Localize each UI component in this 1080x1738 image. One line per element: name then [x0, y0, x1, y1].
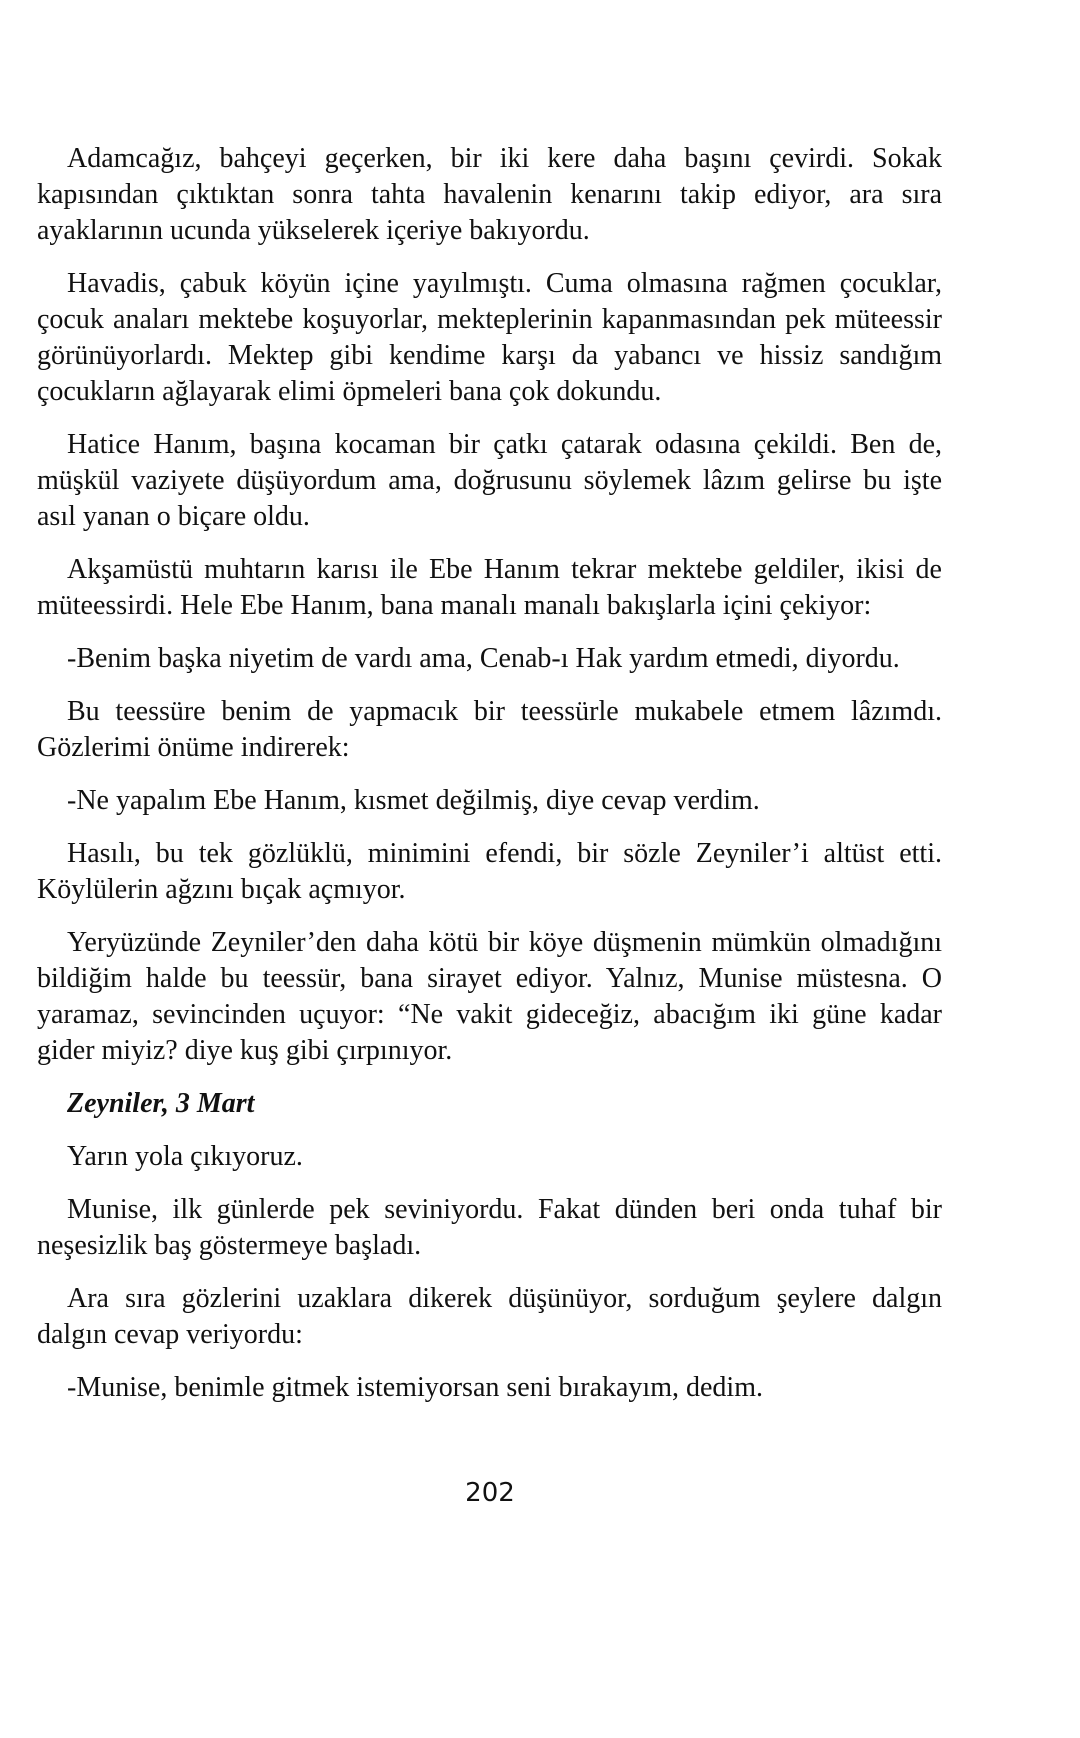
- paragraph: Yarın yola çıkıyoruz.: [67, 1141, 303, 1172]
- paragraph: Yeryüzünde Zeyniler’den daha kötü bir köye düşmenin mümkün olmadığını bildiğim halde bu teessür, bana sirayet ediyor. Yalnız, Munise müstesna. O yaramaz, sevincinden uçuyor: “Ne vakit gideceğiz, abacığım iki güne kadar gider miyiz? diye kuş gibi çırpınıyor.: [37, 927, 942, 1066]
- dialogue-line: -Ne yapalım Ebe Hanım, kısmet değilmiş, diye cevap verdim.: [67, 785, 760, 816]
- paragraph: Adamcağız, bahçeyi geçerken, bir iki kere daha başını çevirdi. Sokak kapısından çıktıktan sonra tahta havalenin kenarını takip ediyor, ara sıra ayaklarının ucunda yükselerek içeriye bakıyordu.: [37, 143, 942, 246]
- paragraph: Bu teessüre benim de yapmacık bir teessürle mukabele etmem lâzımdı. Gözlerimi önüme indirerek:: [37, 696, 942, 763]
- dialogue-line: -Benim başka niyetim de vardı ama, Cenab-ı Hak yardım etmedi, diyordu.: [67, 643, 900, 674]
- paragraph: Munise, ilk günlerde pek seviniyordu. Fakat dünden beri onda tuhaf bir neşesizlik baş göstermeye başladı.: [37, 1194, 942, 1261]
- paragraph: Hatice Hanım, başına kocaman bir çatkı çatarak odasına çekildi. Ben de, müşkül vaziyete düşüyordum ama, doğrusunu söylemek lâzım gelirse bu işte asıl yanan o biçare oldu.: [37, 429, 942, 532]
- paragraph: Akşamüstü muhtarın karısı ile Ebe Hanım tekrar mektebe geldiler, ikisi de müteessirdi. Hele Ebe Hanım, bana manalı manalı bakışlarla içini çekiyor:: [37, 554, 942, 621]
- book-page-body: [37, 141, 942, 1423]
- page-number: 202: [465, 1478, 515, 1508]
- paragraph: Hasılı, bu tek gözlüklü, minimini efendi, bir sözle Zeyniler’i altüst etti. Köylülerin ağzını bıçak açmıyor.: [37, 838, 942, 905]
- paragraph: Ara sıra gözlerini uzaklara dikerek düşünüyor, sorduğum şeylere dalgın dalgın cevap veriyordu:: [37, 1283, 942, 1350]
- section-heading: Zeyniler, 3 Mart: [67, 1088, 255, 1119]
- paragraph: Havadis, çabuk köyün içine yayılmıştı. Cuma olmasına rağmen çocuklar, çocuk anaları mektebe koşuyorlar, mekteplerinin kapanmasından pek müteessir görünüyorlardı. Mektep gibi kendime karşı da yabancı ve hissiz sandığım çocukların ağlayarak elimi öpmeleri bana çok dokundu.: [37, 268, 942, 407]
- dialogue-line: -Munise, benimle gitmek istemiyorsan seni bırakayım, dedim.: [67, 1372, 763, 1403]
